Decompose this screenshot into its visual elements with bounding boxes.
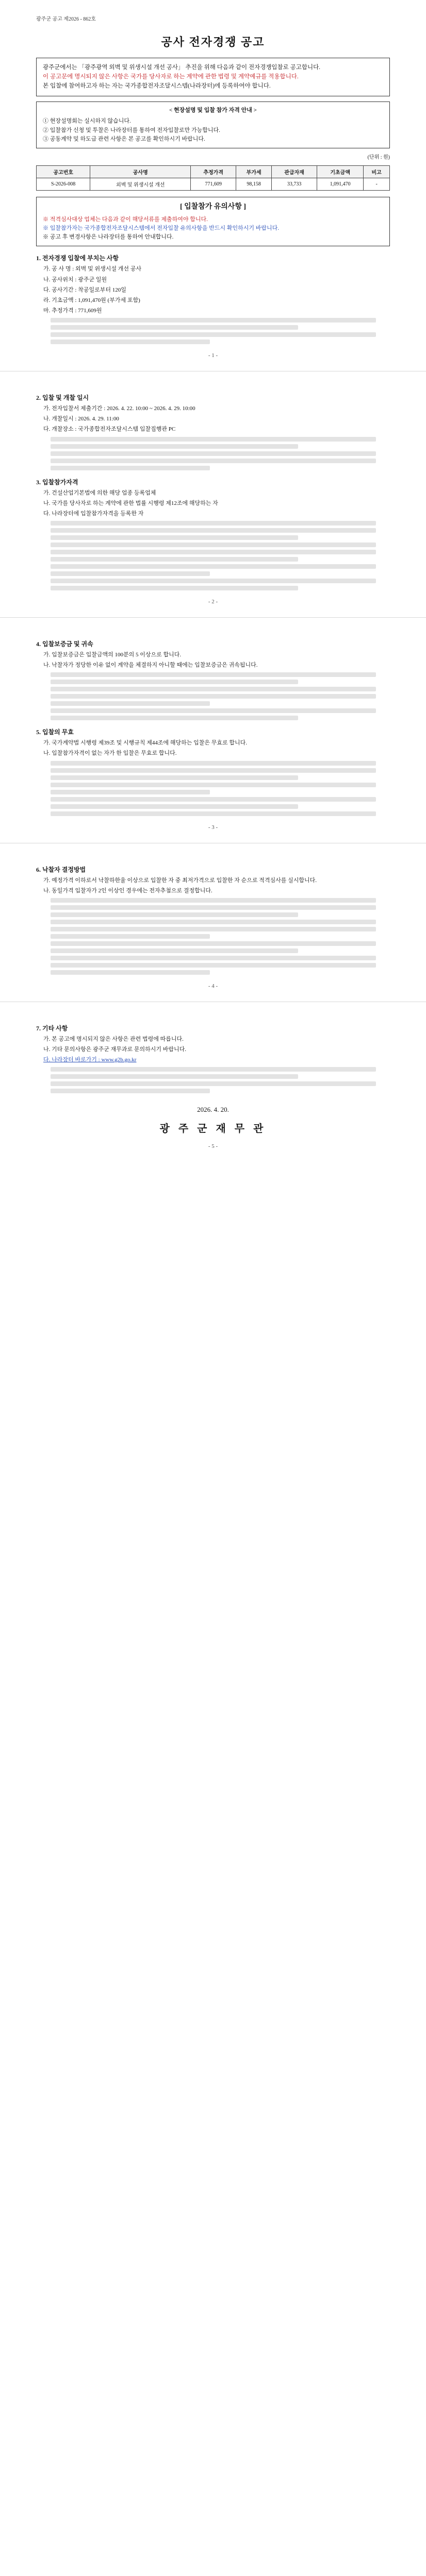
section-item: 다. 나라장터에 입찰참가자격을 등록한 자 — [43, 510, 144, 517]
intro-line: 본 입찰에 참여하고자 하는 자는 국가종합전자조달시스템(나라장터)에 등록하여야 합니다. — [43, 82, 271, 89]
table-cell: S-2026-008 — [37, 178, 90, 190]
text-line-placeholder — [51, 521, 376, 526]
page-4 — [0, 843, 426, 1002]
announcement-date: 2026. 4. 20. — [197, 1106, 229, 1114]
section-item: 가. 입찰보증금은 입찰금액의 100분의 5 이상으로 합니다. — [43, 652, 182, 658]
text-line-placeholder — [51, 804, 298, 809]
table-cell: 33,733 — [272, 178, 317, 190]
section-item: 마. 추정가격 : 771,609원 — [43, 308, 102, 314]
text-line-placeholder — [51, 437, 376, 442]
section-item: 나. 공사위치 : 광주군 일원 — [43, 276, 107, 283]
text-line-placeholder — [51, 444, 298, 449]
text-line-placeholder — [51, 543, 376, 547]
section-5 — [36, 727, 390, 816]
text-line-placeholder — [51, 790, 210, 794]
caution-line: ※ 공고 후 변경사항은 나라장터를 통하여 안내합니다. — [43, 234, 174, 241]
section-item: 나. 동일가격 입찰자가 2인 이상인 경우에는 전자추첨으로 결정합니다. — [43, 887, 212, 894]
section-heading: 3. 입찰참가자격 — [36, 478, 78, 486]
text-line-placeholder — [51, 332, 376, 337]
text-line-placeholder — [51, 680, 298, 684]
section-6 — [36, 865, 390, 975]
caution-title: [ 입찰참가 유의사항 ] — [179, 202, 247, 211]
section-item: 가. 전자입찰서 제출기간 : 2026. 4. 22. 10:00 ~ 2026. 4. 29. 10:00 — [43, 405, 195, 412]
notice-line: ① 현장설명회는 실시하지 않습니다. — [43, 118, 131, 125]
intro-line: 이 공고문에 명시되지 않은 사항은 국가를 당사자로 하는 계약에 관한 법령 및 계약예규를 적용합니다. — [43, 73, 299, 80]
text-line-placeholder — [51, 811, 376, 816]
section-item: 가. 예정가격 이하로서 낙찰하한율 이상으로 입찰한 자 중 최저가격으로 입찰한 자 순으로 적격심사를 실시합니다. — [43, 877, 317, 884]
text-line-placeholder — [51, 934, 210, 939]
text-line-placeholder — [51, 459, 376, 463]
text-line-placeholder — [51, 761, 376, 766]
notice-box — [36, 101, 390, 148]
text-line-placeholder — [51, 716, 298, 720]
text-line-placeholder — [51, 535, 298, 540]
table-cell: - — [364, 178, 390, 190]
text-line-placeholder — [51, 550, 376, 554]
text-line-placeholder — [51, 920, 376, 924]
section-heading: 7. 기타 사항 — [36, 1024, 68, 1032]
text-line-placeholder — [51, 571, 210, 576]
text-line-placeholder — [51, 694, 376, 699]
page-5 — [0, 1002, 426, 1162]
text-line-placeholder — [51, 1081, 376, 1086]
issuer-name: 광 주 군 재 무 관 — [159, 1123, 267, 1135]
text-line-placeholder — [51, 797, 376, 802]
text-line-placeholder — [51, 898, 376, 903]
notice-title: < 현장설명 및 입찰 참가 자격 안내 > — [169, 107, 257, 114]
text-line-placeholder — [51, 325, 298, 330]
table-cell: 외벽 및 위생시설 개선 — [90, 178, 191, 190]
table-cell: 771,609 — [191, 178, 236, 190]
section-heading: 5. 입찰의 무효 — [36, 728, 74, 736]
text-line-placeholder — [51, 970, 210, 975]
text-line-placeholder — [51, 783, 376, 787]
text-line-placeholder — [51, 768, 376, 773]
table-header-cell: 관급자재 — [272, 165, 317, 178]
text-line-placeholder — [51, 775, 298, 780]
section-item: 가. 국가계약법 시행령 제39조 및 시행규칙 제44조에 해당하는 입찰은 무효로 합니다. — [43, 740, 248, 747]
page-number: - 5 - — [208, 1143, 218, 1150]
section-item: 라. 기초금액 : 1,091,470원 (부가세 포함) — [43, 297, 140, 303]
section-3 — [36, 478, 390, 590]
text-line-placeholder — [51, 1067, 376, 1072]
section-heading: 6. 낙찰자 결정방법 — [36, 866, 86, 873]
section-item: 가. 건설산업기본법에 의한 해당 업종 등록업체 — [43, 489, 156, 496]
text-line-placeholder — [51, 956, 376, 960]
caution-box — [36, 197, 390, 247]
table-cell: 98,158 — [236, 178, 272, 190]
page-number: - 4 - — [208, 982, 218, 989]
text-line-placeholder — [51, 672, 376, 677]
section-item[interactable] — [43, 1055, 390, 1064]
section-heading: 4. 입찰보증금 및 귀속 — [36, 640, 93, 648]
page-2 — [0, 371, 426, 617]
page-number: - 1 - — [208, 352, 218, 359]
text-line-placeholder — [51, 941, 376, 946]
table-header-cell: 추정가격 — [191, 165, 236, 178]
text-line-placeholder — [51, 557, 298, 562]
text-line-placeholder — [51, 586, 298, 590]
unit-label: (단위 : 원) — [367, 154, 390, 160]
section-2 — [36, 393, 390, 470]
table-header-row — [37, 165, 390, 178]
intro-box — [36, 58, 390, 96]
text-line-placeholder — [51, 708, 376, 713]
section-item: 다. 공사기간 : 착공일로부터 120일 — [43, 286, 126, 293]
text-line-placeholder — [51, 927, 376, 931]
text-line-placeholder — [51, 579, 376, 583]
intro-line: 광주군에서는 「광주광역 외벽 및 위생시설 개선 공사」 추진을 위해 다음과 같이 전자경쟁입찰로 공고합니다. — [43, 64, 321, 71]
bid-table — [36, 165, 390, 191]
section-heading: 2. 입찰 및 개찰 일시 — [36, 394, 89, 402]
section-item: 나. 낙찰자가 정당한 이유 없이 계약을 체결하지 아니할 때에는 입찰보증금은 귀속됩니다. — [43, 662, 258, 669]
caution-line: ※ 적격심사대상 업체는 다음과 같이 해당서류를 제출하여야 합니다. — [43, 216, 208, 223]
section-item: 나. 국가를 당사자로 하는 계약에 관한 법률 시행령 제12조에 해당하는 자 — [43, 500, 218, 506]
text-line-placeholder — [51, 466, 210, 470]
text-line-placeholder — [51, 905, 376, 910]
page-number: - 2 - — [208, 599, 218, 605]
g2b-link[interactable]: 다. 나라장터 바로가기 : www.g2b.go.kr — [43, 1057, 137, 1063]
text-line-placeholder — [51, 318, 376, 323]
section-heading: 1. 전자경쟁 입찰에 부치는 사항 — [36, 255, 119, 262]
table-cell: 1,091,470 — [317, 178, 363, 190]
page-number: - 3 - — [208, 824, 218, 831]
section-7 — [36, 1024, 390, 1093]
text-line-placeholder — [51, 963, 376, 968]
page-1 — [0, 0, 426, 371]
table-header-cell: 부가세 — [236, 165, 272, 178]
text-line-placeholder — [51, 912, 298, 917]
table-header-cell: 공고번호 — [37, 165, 90, 178]
section-item: 가. 본 공고에 명시되지 않은 사항은 관련 법령에 따릅니다. — [43, 1036, 184, 1042]
text-line-placeholder — [51, 340, 210, 344]
table-header-cell: 기초금액 — [317, 165, 363, 178]
text-line-placeholder — [51, 948, 298, 953]
section-item: 가. 공 사 명 : 외벽 및 위생시설 개선 공사 — [43, 266, 141, 273]
section-4 — [36, 639, 390, 720]
table-row — [37, 178, 390, 190]
section-item: 나. 기타 문의사항은 광주군 재무과로 문의하시기 바랍니다. — [43, 1046, 187, 1053]
caution-line: ※ 입찰참가자는 국가종합전자조달시스템에서 전자입찰 유의사항을 반드시 확인하시기 바랍니다. — [43, 225, 280, 232]
section-item: 나. 개찰일시 : 2026. 4. 29. 11:00 — [43, 416, 119, 422]
section-item: 나. 입찰참가자격이 없는 자가 한 입찰은 무효로 합니다. — [43, 750, 177, 757]
text-line-placeholder — [51, 451, 376, 456]
section-item: 다. 개찰장소 : 국가종합전자조달시스템 입찰집행관 PC — [43, 426, 176, 433]
text-line-placeholder — [51, 1074, 298, 1079]
page-title: 공사 전자경쟁 공고 — [161, 36, 265, 48]
page-3 — [0, 617, 426, 843]
section-1 — [36, 253, 390, 344]
text-line-placeholder — [51, 701, 210, 706]
text-line-placeholder — [51, 1089, 210, 1093]
table-header-cell: 비고 — [364, 165, 390, 178]
table-header-cell: 공사명 — [90, 165, 191, 178]
text-line-placeholder — [51, 564, 376, 569]
text-line-placeholder — [51, 528, 376, 533]
notice-line: ② 입찰참가 신청 및 투찰은 나라장터를 통하여 전자입찰로만 가능합니다. — [43, 127, 220, 133]
notice-line: ③ 공동계약 및 하도급 관련 사항은 본 공고를 확인하시기 바랍니다. — [43, 135, 205, 142]
text-line-placeholder — [51, 687, 376, 691]
notice-number: 광주군 공고 제2026 - 862호 — [36, 16, 96, 22]
